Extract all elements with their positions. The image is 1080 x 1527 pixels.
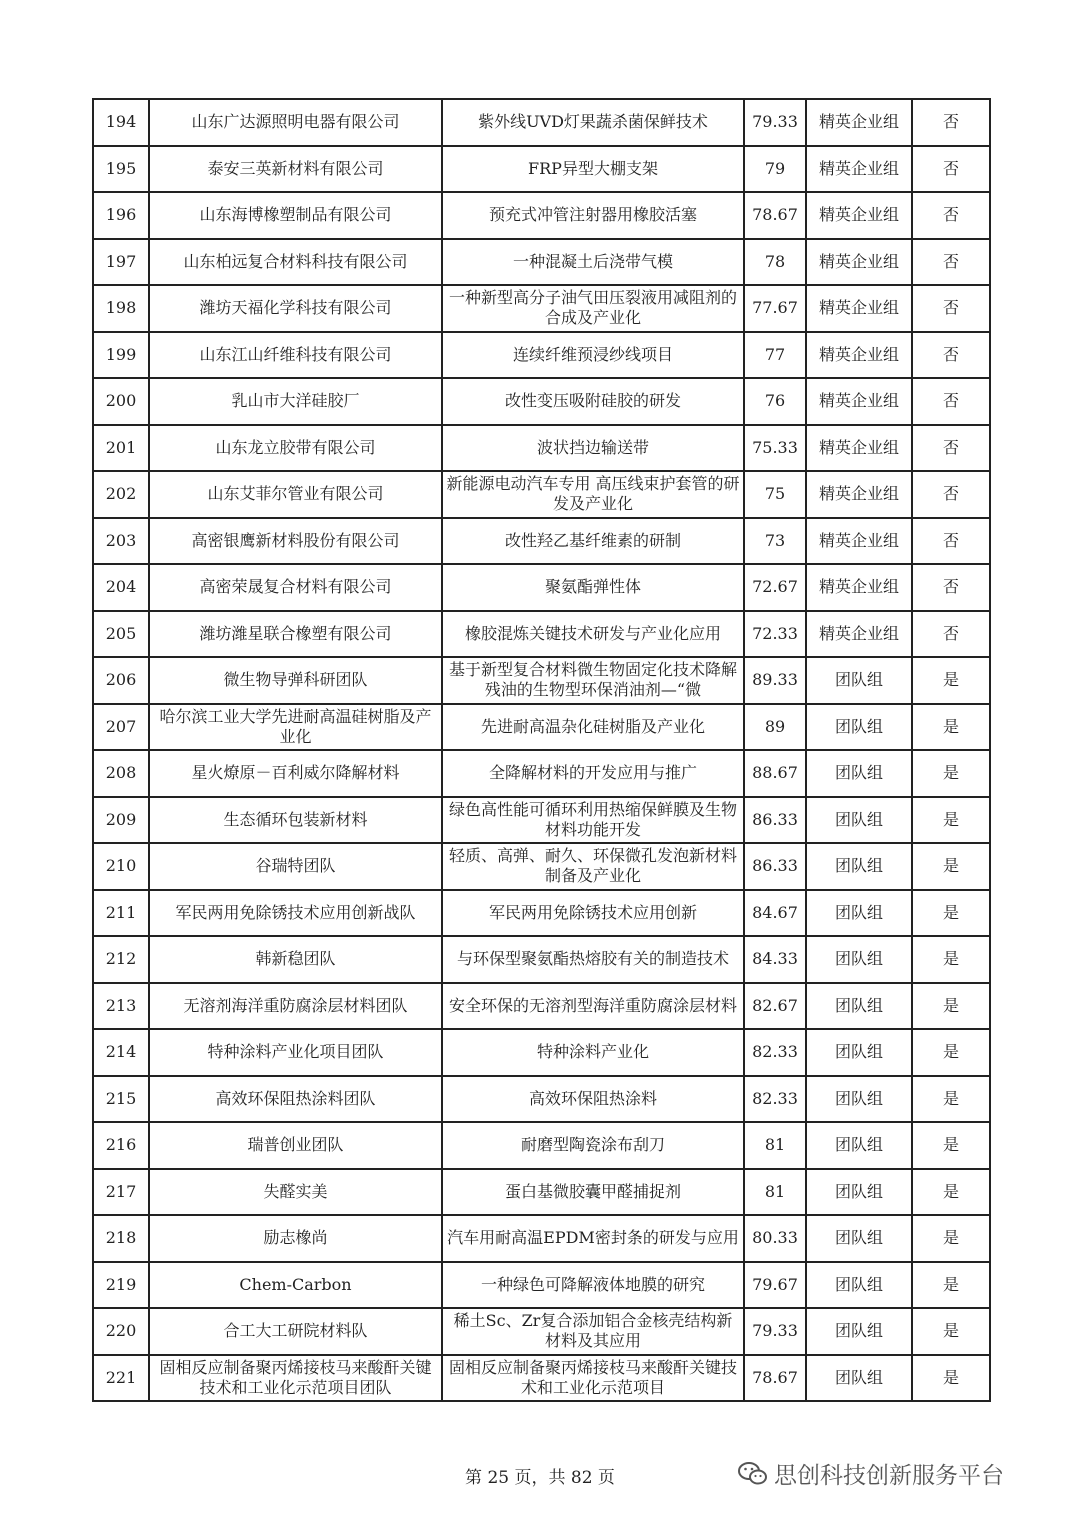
group-cell: 团队组	[806, 1215, 912, 1262]
project-cell: 聚氨酯弹性体	[442, 564, 744, 611]
project-cell: 先进耐高温杂化硅树脂及产业化	[442, 704, 744, 751]
flag-cell: 是	[912, 1262, 990, 1309]
table-row	[93, 99, 990, 146]
group-cell: 精英企业组	[806, 611, 912, 658]
row-id: 212	[93, 936, 149, 983]
project-cell: 全降解材料的开发应用与推广	[442, 750, 744, 797]
org-cell: 失醛实美	[149, 1169, 442, 1216]
flag-cell: 否	[912, 99, 990, 146]
project-cell: 安全环保的无溶剂型海洋重防腐涂层材料	[442, 983, 744, 1030]
score-cell: 79.33	[744, 99, 806, 146]
group-cell: 精英企业组	[806, 239, 912, 286]
org-cell: 军民两用免除锈技术应用创新战队	[149, 890, 442, 937]
watermark-text: 思创科技创新服务平台	[774, 1463, 1004, 1489]
project-cell: 轻质、高弹、耐久、环保微孔发泡新材料制备及产业化	[442, 843, 744, 890]
score-cell: 77	[744, 332, 806, 379]
group-cell: 团队组	[806, 936, 912, 983]
table-row	[93, 1355, 990, 1402]
table-row	[93, 192, 990, 239]
org-cell: 瑞普创业团队	[149, 1122, 442, 1169]
flag-cell: 否	[912, 611, 990, 658]
flag-cell: 否	[912, 425, 990, 472]
group-cell: 精英企业组	[806, 518, 912, 565]
table-row	[93, 704, 990, 751]
org-cell: 高密荣晟复合材料有限公司	[149, 564, 442, 611]
project-cell: 紫外线UVD灯果蔬杀菌保鲜技术	[442, 99, 744, 146]
org-cell: 山东艾菲尔管业有限公司	[149, 471, 442, 518]
flag-cell: 否	[912, 378, 990, 425]
row-id: 215	[93, 1076, 149, 1123]
flag-cell: 是	[912, 1029, 990, 1076]
group-cell: 精英企业组	[806, 285, 912, 332]
table-row	[93, 797, 990, 844]
row-id: 220	[93, 1308, 149, 1355]
project-cell: 新能源电动汽车专用 高压线束护套管的研发及产业化	[442, 471, 744, 518]
project-cell: 改性羟乙基纤维素的研制	[442, 518, 744, 565]
org-cell: Chem-Carbon	[149, 1262, 442, 1309]
org-cell: 山东海博橡塑制品有限公司	[149, 192, 442, 239]
row-id: 197	[93, 239, 149, 286]
flag-cell: 是	[912, 657, 990, 704]
score-cell: 75.33	[744, 425, 806, 472]
table-row	[93, 657, 990, 704]
group-cell: 团队组	[806, 1169, 912, 1216]
row-id: 208	[93, 750, 149, 797]
row-id: 213	[93, 983, 149, 1030]
score-cell: 89.33	[744, 657, 806, 704]
group-cell: 精英企业组	[806, 378, 912, 425]
project-cell: 预充式冲管注射器用橡胶活塞	[442, 192, 744, 239]
score-cell: 82.33	[744, 1076, 806, 1123]
table-row	[93, 1029, 990, 1076]
group-cell: 团队组	[806, 1355, 912, 1402]
row-id: 198	[93, 285, 149, 332]
row-id: 205	[93, 611, 149, 658]
group-cell: 团队组	[806, 1029, 912, 1076]
org-cell: 谷瑞特团队	[149, 843, 442, 890]
score-cell: 89	[744, 704, 806, 751]
group-cell: 精英企业组	[806, 146, 912, 193]
score-cell: 86.33	[744, 797, 806, 844]
group-cell: 团队组	[806, 843, 912, 890]
project-cell: 一种新型高分子油气田压裂液用减阻剂的合成及产业化	[442, 285, 744, 332]
org-cell: 山东柏远复合材料科技有限公司	[149, 239, 442, 286]
table-row	[93, 1215, 990, 1262]
row-id: 200	[93, 378, 149, 425]
project-cell: 特种涂料产业化	[442, 1029, 744, 1076]
score-cell: 81	[744, 1122, 806, 1169]
score-cell: 79.67	[744, 1262, 806, 1309]
org-cell: 山东广达源照明电器有限公司	[149, 99, 442, 146]
org-cell: 泰安三英新材料有限公司	[149, 146, 442, 193]
flag-cell: 是	[912, 1169, 990, 1216]
org-cell: 高密银鹰新材料股份有限公司	[149, 518, 442, 565]
flag-cell: 是	[912, 1122, 990, 1169]
score-cell: 80.33	[744, 1215, 806, 1262]
flag-cell: 否	[912, 332, 990, 379]
flag-cell: 是	[912, 843, 990, 890]
row-id: 217	[93, 1169, 149, 1216]
flag-cell: 是	[912, 890, 990, 937]
score-cell: 82.67	[744, 983, 806, 1030]
project-cell: 固相反应制备聚丙烯接枝马来酸酐关键技术和工业化示范项目	[442, 1355, 744, 1402]
score-cell: 81	[744, 1169, 806, 1216]
row-id: 204	[93, 564, 149, 611]
group-cell: 团队组	[806, 983, 912, 1030]
org-cell: 乳山市大洋硅胶厂	[149, 378, 442, 425]
org-cell: 励志橡尚	[149, 1215, 442, 1262]
org-cell: 特种涂料产业化项目团队	[149, 1029, 442, 1076]
table-row	[93, 890, 990, 937]
table-row	[93, 564, 990, 611]
project-cell: 汽车用耐高温EPDM密封条的研发与应用	[442, 1215, 744, 1262]
project-cell: 橡胶混炼关键技术研发与产业化应用	[442, 611, 744, 658]
group-cell: 团队组	[806, 890, 912, 937]
row-id: 203	[93, 518, 149, 565]
table-row	[93, 611, 990, 658]
table-row	[93, 425, 990, 472]
group-cell: 精英企业组	[806, 192, 912, 239]
score-cell: 73	[744, 518, 806, 565]
table-row	[93, 146, 990, 193]
row-id: 218	[93, 1215, 149, 1262]
project-cell: 波状挡边输送带	[442, 425, 744, 472]
table-row	[93, 1076, 990, 1123]
flag-cell: 是	[912, 704, 990, 751]
flag-cell: 否	[912, 146, 990, 193]
flag-cell: 否	[912, 518, 990, 565]
flag-cell: 是	[912, 1076, 990, 1123]
row-id: 195	[93, 146, 149, 193]
table-row	[93, 471, 990, 518]
row-id: 194	[93, 99, 149, 146]
page-footer: 第 25 页，共 82 页	[465, 1468, 615, 1488]
flag-cell: 否	[912, 564, 990, 611]
org-cell: 生态循环包装新材料	[149, 797, 442, 844]
row-id: 219	[93, 1262, 149, 1309]
project-cell: 绿色高性能可循环利用热缩保鲜膜及生物材料功能开发	[442, 797, 744, 844]
org-cell: 高效环保阻热涂料团队	[149, 1076, 442, 1123]
project-cell: 连续纤维预浸纱线项目	[442, 332, 744, 379]
table-row	[93, 332, 990, 379]
score-cell: 72.33	[744, 611, 806, 658]
table-row	[93, 285, 990, 332]
row-id: 206	[93, 657, 149, 704]
org-cell: 固相反应制备聚丙烯接枝马来酸酐关键技术和工业化示范项目团队	[149, 1355, 442, 1402]
flag-cell: 是	[912, 797, 990, 844]
score-cell: 79	[744, 146, 806, 193]
org-cell: 潍坊天福化学科技有限公司	[149, 285, 442, 332]
row-id: 202	[93, 471, 149, 518]
project-cell: FRP异型大棚支架	[442, 146, 744, 193]
score-cell: 84.67	[744, 890, 806, 937]
watermark	[738, 1457, 1004, 1490]
group-cell: 团队组	[806, 1308, 912, 1355]
group-cell: 精英企业组	[806, 564, 912, 611]
score-cell: 79.33	[744, 1308, 806, 1355]
flag-cell: 是	[912, 1355, 990, 1402]
score-cell: 84.33	[744, 936, 806, 983]
group-cell: 团队组	[806, 1122, 912, 1169]
score-cell: 75	[744, 471, 806, 518]
project-cell: 一种绿色可降解液体地膜的研究	[442, 1262, 744, 1309]
flag-cell: 是	[912, 983, 990, 1030]
group-cell: 团队组	[806, 704, 912, 751]
table-row	[93, 843, 990, 890]
project-cell: 蛋白基微胶囊甲醛捕捉剂	[442, 1169, 744, 1216]
project-cell: 改性变压吸附硅胶的研发	[442, 378, 744, 425]
project-cell: 高效环保阻热涂料	[442, 1076, 744, 1123]
score-cell: 78.67	[744, 192, 806, 239]
org-cell: 微生物导弹科研团队	[149, 657, 442, 704]
score-cell: 77.67	[744, 285, 806, 332]
flag-cell: 否	[912, 239, 990, 286]
group-cell: 团队组	[806, 1076, 912, 1123]
org-cell: 哈尔滨工业大学先进耐高温硅树脂及产业化	[149, 704, 442, 751]
flag-cell: 是	[912, 936, 990, 983]
table-row	[93, 518, 990, 565]
flag-cell: 是	[912, 750, 990, 797]
table-row	[93, 1169, 990, 1216]
table-row	[93, 239, 990, 286]
row-id: 211	[93, 890, 149, 937]
score-cell: 78.67	[744, 1355, 806, 1402]
project-cell: 与环保型聚氨酯热熔胶有关的制造技术	[442, 936, 744, 983]
group-cell: 精英企业组	[806, 471, 912, 518]
project-cell: 基于新型复合材料微生物固定化技术降解残油的生物型环保消油剂—“微	[442, 657, 744, 704]
project-cell: 稀土Sc、Zr复合添加铝合金核壳结构新材料及其应用	[442, 1308, 744, 1355]
flag-cell: 是	[912, 1215, 990, 1262]
score-cell: 86.33	[744, 843, 806, 890]
group-cell: 精英企业组	[806, 99, 912, 146]
score-cell: 78	[744, 239, 806, 286]
row-id: 216	[93, 1122, 149, 1169]
table-row	[93, 1122, 990, 1169]
org-cell: 星火燎原－百利威尔降解材料	[149, 750, 442, 797]
row-id: 214	[93, 1029, 149, 1076]
table-row	[93, 936, 990, 983]
table-row	[93, 1308, 990, 1355]
group-cell: 团队组	[806, 1262, 912, 1309]
row-id: 209	[93, 797, 149, 844]
project-cell: 军民两用免除锈技术应用创新	[442, 890, 744, 937]
flag-cell: 否	[912, 471, 990, 518]
table-row	[93, 750, 990, 797]
results-table	[92, 98, 991, 1402]
table-row	[93, 378, 990, 425]
row-id: 210	[93, 843, 149, 890]
wechat-icon	[738, 1461, 768, 1487]
row-id: 221	[93, 1355, 149, 1402]
flag-cell: 是	[912, 1308, 990, 1355]
row-id: 207	[93, 704, 149, 751]
flag-cell: 否	[912, 192, 990, 239]
project-cell: 一种混凝土后浇带气模	[442, 239, 744, 286]
org-cell: 山东龙立胶带有限公司	[149, 425, 442, 472]
group-cell: 精英企业组	[806, 332, 912, 379]
row-id: 196	[93, 192, 149, 239]
group-cell: 精英企业组	[806, 425, 912, 472]
org-cell: 潍坊潍星联合橡塑有限公司	[149, 611, 442, 658]
score-cell: 76	[744, 378, 806, 425]
org-cell: 韩新稳团队	[149, 936, 442, 983]
org-cell: 山东江山纤维科技有限公司	[149, 332, 442, 379]
project-cell: 耐磨型陶瓷涂布刮刀	[442, 1122, 744, 1169]
row-id: 201	[93, 425, 149, 472]
org-cell: 合工大工研院材料队	[149, 1308, 442, 1355]
group-cell: 团队组	[806, 657, 912, 704]
table-row	[93, 983, 990, 1030]
table-row	[93, 1262, 990, 1309]
flag-cell: 否	[912, 285, 990, 332]
org-cell: 无溶剂海洋重防腐涂层材料团队	[149, 983, 442, 1030]
group-cell: 团队组	[806, 797, 912, 844]
row-id: 199	[93, 332, 149, 379]
score-cell: 82.33	[744, 1029, 806, 1076]
group-cell: 团队组	[806, 750, 912, 797]
score-cell: 72.67	[744, 564, 806, 611]
score-cell: 88.67	[744, 750, 806, 797]
